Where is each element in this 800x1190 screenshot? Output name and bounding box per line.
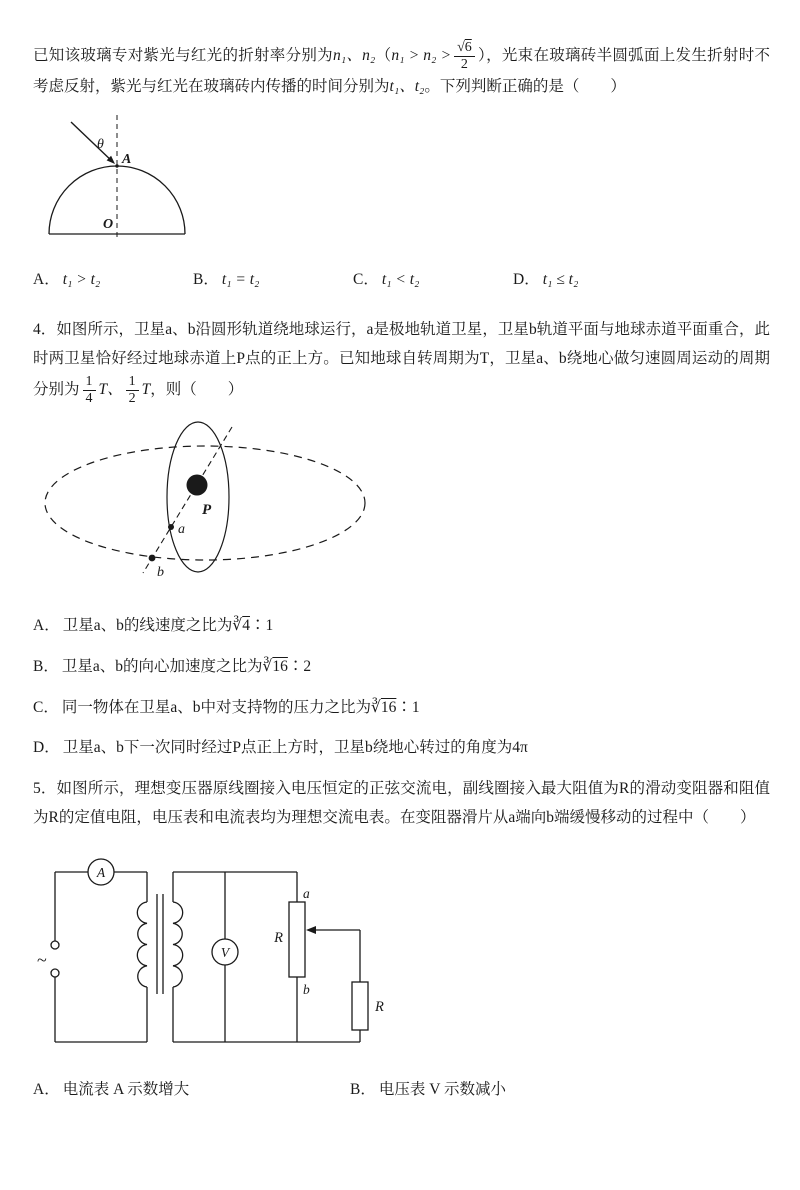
q4-options xyxy=(33,612,770,763)
q3-stem-text-1: 已知该玻璃专对紫光与红光的折射率分别为 xyxy=(33,47,333,65)
rheostat-r-label: R xyxy=(274,930,283,947)
fixed-resistor-body xyxy=(352,982,368,1030)
q3-option-c xyxy=(353,266,513,295)
circuit-components xyxy=(51,859,368,1030)
radicand: 6 xyxy=(464,40,472,55)
fraction-denominator: 4 xyxy=(85,390,93,406)
q3-option-b xyxy=(193,266,353,295)
q4-stem-text-1: 如图所示，卫星a、b沿圆形轨道绕地球运行，a是极地轨道卫星，卫星b轨道平面与地球赤道平面重合，此时两卫星恰好经过地球赤道上P点的正上方。已知地球自转周期为T，卫星a、b绕地心做匀速圆周运动的周期分别为 xyxy=(33,321,770,398)
point-a-dot xyxy=(115,164,118,167)
q4-period-t2: T xyxy=(141,380,151,398)
q3-stem-text-4: 。下列判断正确的是（ ） xyxy=(424,78,626,96)
option-label: C． xyxy=(353,270,379,288)
option-value: t₁ = t₂ xyxy=(221,270,260,288)
satellite-b-dot xyxy=(149,554,156,561)
q5-option-a xyxy=(33,1076,350,1105)
q4-option-a xyxy=(33,612,770,641)
transformer-circuit-diagram xyxy=(35,842,410,1057)
option-label: B． xyxy=(350,1081,376,1099)
fraction-numerator xyxy=(454,40,475,57)
q3-stem xyxy=(33,40,770,102)
option-text: 电压表 V 示数减小 xyxy=(378,1081,507,1099)
option-text: 电流表 A 示数增大 xyxy=(62,1081,190,1099)
q5-figure-circuit xyxy=(35,842,770,1068)
q5-option-b xyxy=(350,1076,667,1105)
source-terminal-bottom xyxy=(51,969,59,977)
q3-option-d xyxy=(513,266,673,295)
option-label: D． xyxy=(513,270,540,288)
fraction-denominator: 2 xyxy=(460,57,468,73)
satellite-a-label: a xyxy=(178,521,185,537)
q3-options xyxy=(33,266,770,295)
ammeter-label: A xyxy=(96,865,106,881)
q4-option-c xyxy=(33,694,770,723)
q3-paren-open: （ xyxy=(375,47,392,65)
q3-figure-glass-brick xyxy=(41,112,770,258)
voltmeter-label: V xyxy=(220,945,230,961)
source-terminal-top xyxy=(51,941,59,949)
fraction-numerator: 1 xyxy=(83,374,96,391)
option-label: B． xyxy=(33,658,59,676)
primary-coil xyxy=(137,902,147,987)
option-label: D． xyxy=(33,739,60,757)
point-o-label: O xyxy=(103,216,114,232)
satellite-b-label: b xyxy=(157,564,164,580)
fraction-one-half xyxy=(126,374,139,407)
radical-sign: √ xyxy=(457,40,465,55)
option-text: 卫星a、b的线速度之比为 xyxy=(62,617,233,635)
glass-brick-outline xyxy=(49,115,185,240)
cube-root-sign: ∛ xyxy=(262,658,273,676)
q4-number: 4． xyxy=(33,321,57,339)
polar-orbit-ellipse xyxy=(167,422,229,572)
option-value: t₁ < t₂ xyxy=(381,270,420,288)
slider-arrow xyxy=(306,926,316,934)
cube-root-sign: ∛ xyxy=(232,617,243,635)
option-text: 卫星a、b下一次同时经过P点正上方时，卫星b绕地心转过的角度为4π xyxy=(62,739,528,757)
point-a-label: A xyxy=(122,151,132,167)
option-text: 同一物体在卫星a、b中对支持物的压力之比为 xyxy=(61,698,371,716)
earth xyxy=(187,474,208,495)
q3-times: t₁、t₂ xyxy=(389,78,425,96)
q3-option-a xyxy=(33,266,193,295)
option-text: 卫星a、b的向心加速度之比为 xyxy=(61,658,263,676)
option-value: t₁ > t₂ xyxy=(62,270,101,288)
q4-option-b xyxy=(33,653,770,682)
secondary-coil xyxy=(173,902,183,987)
q5-stem-text: 如图所示，理想变压器原线圈接入电压恒定的正弦交流电，副线圈接入最大阻值为R的滑动变阻器和阻值为R的定值电阻，电压表和电流表均为理想交流电表。在变阻器滑片从a端向b端缓慢移动的过程中（ ） xyxy=(33,780,770,826)
q3-inequality: n₁ > n₂ > xyxy=(391,47,452,65)
ac-source-symbol: ~ xyxy=(37,950,47,971)
circuit-wires xyxy=(55,872,360,1042)
option-value: t₁ ≤ t₂ xyxy=(542,270,579,288)
q3-refractive-indices: n₁、n₂ xyxy=(332,47,376,65)
fraction-sqrt6-over-2 xyxy=(454,40,475,73)
radicand: 16 xyxy=(380,698,397,716)
glass-brick-diagram xyxy=(41,112,216,247)
option-ratio: ∶2 xyxy=(287,658,312,676)
rheostat-body xyxy=(289,902,305,977)
option-ratio: ∶1 xyxy=(396,698,420,716)
q5-number: 5． xyxy=(33,780,57,798)
option-label: C． xyxy=(33,698,59,716)
option-label: A． xyxy=(33,270,60,288)
q5-stem xyxy=(33,775,770,832)
fraction-denominator: 2 xyxy=(128,390,136,406)
fraction-numerator: 1 xyxy=(126,374,139,391)
option-ratio: ∶1 xyxy=(249,617,274,635)
q4-stem xyxy=(33,316,770,407)
q4-period-t1: T、 xyxy=(98,380,123,398)
fixed-resistor-r-label: R xyxy=(375,999,384,1016)
radicand: 4 xyxy=(242,617,250,635)
satellite-a-dot xyxy=(168,524,174,530)
q4-option-d xyxy=(33,734,770,763)
option-label: B． xyxy=(193,270,219,288)
q4-stem-text-2: ，则（ ） xyxy=(150,380,244,398)
fraction-one-quarter xyxy=(83,374,96,407)
cube-root-sign: ∛ xyxy=(370,698,381,716)
radicand: 16 xyxy=(272,658,288,676)
rheostat-a-label: a xyxy=(303,886,310,902)
angle-theta-label: θ xyxy=(97,136,104,152)
rheostat-b-label: b xyxy=(303,982,310,998)
option-label: A． xyxy=(33,1081,60,1099)
q4-figure-orbits xyxy=(35,415,770,601)
option-label: A． xyxy=(33,617,60,635)
q5-options xyxy=(33,1076,770,1105)
orbits-diagram xyxy=(35,415,400,590)
point-p-label: P xyxy=(202,501,212,518)
q3-stem-text-3: 时不考虑反射，紫光与红光在玻璃砖内传播的时间分别为 xyxy=(33,47,770,96)
q3-stem-text-2: ），光束在玻璃砖半圆弧面上发生折射 xyxy=(477,47,739,65)
